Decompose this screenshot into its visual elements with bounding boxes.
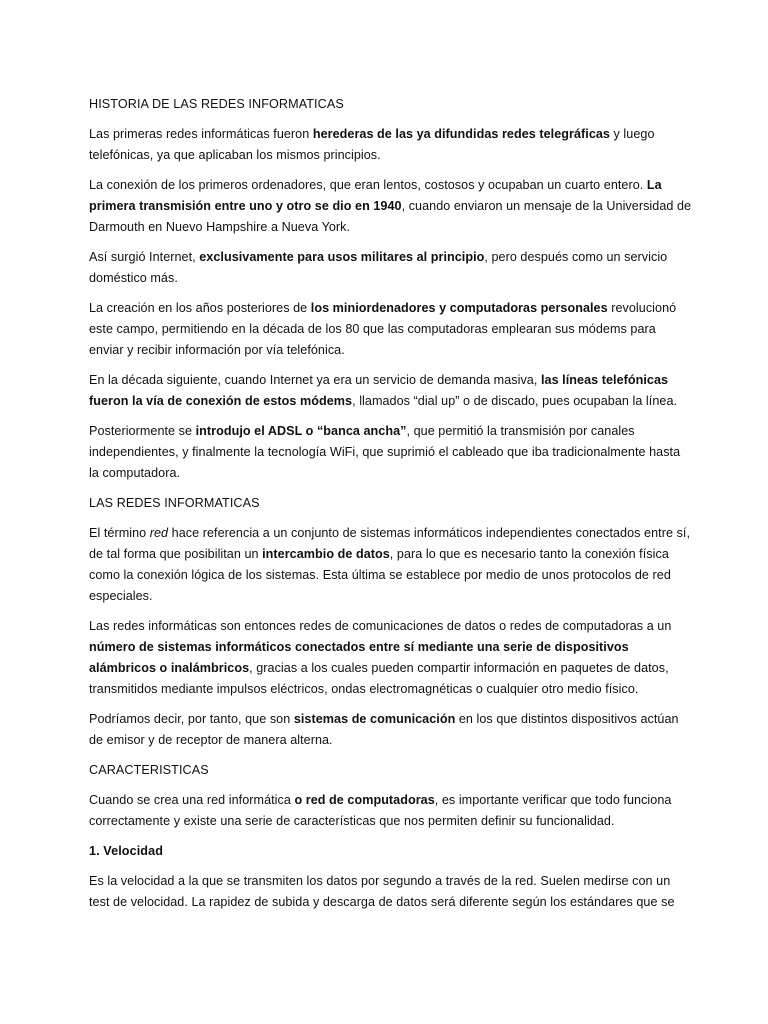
body-paragraph <box>89 523 692 607</box>
bold-text: La primera transmisión entre uno y otro se dio en 1940 <box>89 178 662 213</box>
body-paragraph <box>89 298 692 361</box>
text-run: El término <box>89 526 150 540</box>
text-run: y luego telefónicas, ya que aplicaban los mismos principios. <box>89 127 655 162</box>
body-paragraph <box>89 175 692 238</box>
text-run: La conexión de los primeros ordenadores, que eran lentos, costosos y ocupaban un cuarto entero. <box>89 178 647 192</box>
section-heading: CARACTERISTICAS <box>89 763 209 777</box>
text-run: , para lo que es necesario tanto la conexión física como la conexión lógica de los sistemas. Esta última se establece por medio de unos protocolos de red especiales. <box>89 547 671 603</box>
section-heading: HISTORIA DE LAS REDES INFORMATICAS <box>89 97 344 111</box>
text-run: , pero después como un servicio doméstico más. <box>89 250 668 285</box>
text-run: , cuando enviaron un mensaje de la Universidad de Darmouth en Nuevo Hampshire a Nueva York. <box>89 199 692 234</box>
body-paragraph <box>89 709 692 751</box>
section-heading: 1. Velocidad <box>89 844 163 858</box>
bold-text: número de sistemas informáticos conectados entre sí mediante una serie de dispositivos alámbricos o inalámbricos <box>89 640 629 675</box>
text-run: Es la velocidad a la que se transmiten los datos por segundo a través de la red. Suelen medirse con un test de velocidad. La rapidez de subida y descarga de datos será diferente según los estándares que se <box>89 874 675 909</box>
bold-text: intercambio de datos <box>262 547 390 561</box>
bold-text: las líneas telefónicas fueron la vía de conexión de estos módems <box>89 373 669 408</box>
body-paragraph <box>89 124 692 166</box>
text-run: Las primeras redes informáticas fueron <box>89 127 313 141</box>
text-run: , gracias a los cuales pueden compartir información en paquetes de datos, transmitidos mediante impulsos eléctricos, ondas electromagnéticas o cualquier otro medio físico. <box>89 661 669 696</box>
body-paragraph <box>89 421 692 484</box>
section-heading: LAS REDES INFORMATICAS <box>89 496 260 510</box>
text-run: Podríamos decir, por tanto, que son <box>89 712 294 726</box>
text-run: Así surgió Internet, <box>89 250 200 264</box>
bold-text: introdujo el ADSL o “banca ancha” <box>195 424 407 438</box>
text-run: La creación en los años posteriores de <box>89 301 311 315</box>
bold-text: los miniordenadores y computadoras personales <box>310 301 608 315</box>
body-paragraph <box>89 370 692 412</box>
text-run: En la década siguiente, cuando Internet ya era un servicio de demanda masiva, <box>89 373 541 387</box>
bold-text: exclusivamente para usos militares al principio <box>199 250 485 264</box>
text-run: Las redes informáticas son entonces redes de comunicaciones de datos o redes de computadoras a un <box>89 619 672 633</box>
body-paragraph <box>89 616 692 700</box>
body-paragraph <box>89 871 692 913</box>
bold-text: sistemas de comunicación <box>293 712 456 726</box>
text-run: , es importante verificar que todo funciona correctamente y existe una serie de características que nos permiten definir su funcionalidad. <box>89 793 672 828</box>
text-run: Cuando se crea una red informática <box>89 793 295 807</box>
text-run: , llamados “dial up” o de discado, pues ocupaban la línea. <box>352 394 678 408</box>
text-run: revolucionó este campo, permitiendo en la década de los 80 que las computadoras emplearan sus módems para enviar y recibir información por vía telefónica. <box>89 301 677 357</box>
body-paragraph <box>89 790 692 832</box>
body-paragraph <box>89 247 692 289</box>
text-run: en los que distintos dispositivos actúan de emisor y de receptor de manera alterna. <box>89 712 679 747</box>
text-run: , que permitió la transmisión por canales independientes, y finalmente la tecnología WiFi, que suprimió el cableado que iba tradicionalmente hasta la computadora. <box>89 424 681 480</box>
text-run: hace referencia a un conjunto de sistemas informáticos independientes conectados entre sí, de tal forma que posibilitan un <box>89 526 691 561</box>
bold-text: o red de computadoras <box>294 793 435 807</box>
text-run: Posteriormente se <box>89 424 196 438</box>
italic-text: red <box>149 526 169 540</box>
bold-text: herederas de las ya difundidas redes telegráficas <box>312 127 610 141</box>
